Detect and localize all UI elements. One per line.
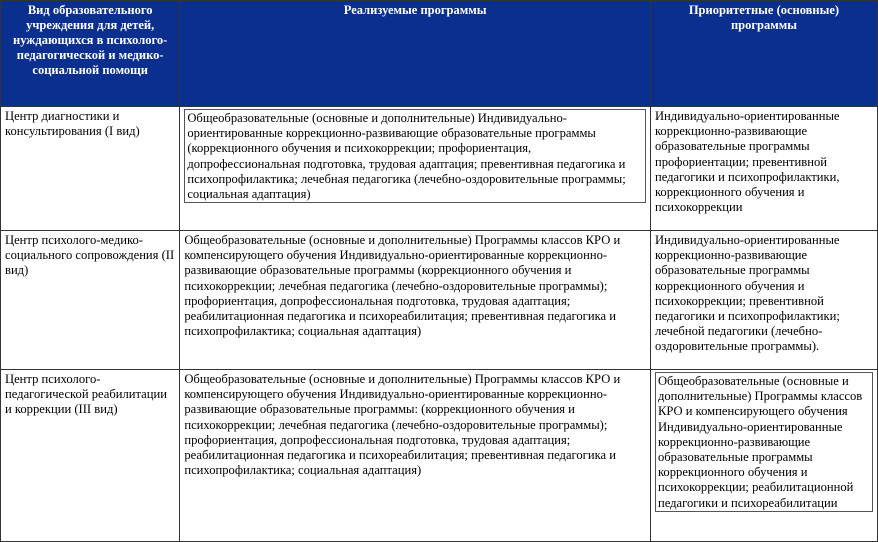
table-row (1, 370, 878, 542)
priority-programs-text: Общеобразовательные (основные и дополнительные) Программы классов КРО и компенсирующего обучения Индивидуально-ориентированные коррекционно-развивающие образовательные программы коррекционного обучения и психокоррекции; реабилитационной педагогики и психореабилитации (655, 372, 873, 512)
header-institution-type: Вид образовательного учреждения для детей, нуждающихся в психолого-педагогической и медико-социальной помощи (1, 1, 180, 107)
institution-type-cell: Центр психолого-медико-социального сопровождения (II вид) (1, 231, 180, 370)
priority-programs-cell (650, 370, 877, 542)
priority-programs-cell: Индивидуально-ориентированные коррекционно-развивающие образовательные программы коррекционного обучения и психокоррекции; превентивной педагогики и психопрофилактики; лечебной педагогики (лечебно-оздоровительные программы). (650, 231, 877, 370)
programs-cell (180, 107, 651, 231)
institution-type-cell: Центр диагностики и консультирования (I вид) (1, 107, 180, 231)
programs-cell: Общеобразовательные (основные и дополнительные) Программы классов КРО и компенсирующего обучения Индивидуально-ориентированные коррекционно-развивающие образовательные программы (коррекционного обучения и психокоррекции; лечебная педагогика (лечебно-оздоровительные программы); профориентация, допрофессиональная подготовка, трудовая адаптация; реабилитационная педагогика и психореабилитация; превентивная педагогика и психопрофилактика; социальная адаптация) (180, 231, 651, 370)
header-programs: Реализуемые программы (180, 1, 651, 107)
table-row (1, 231, 878, 370)
header-priority-programs: Приоритетные (основные) программы (650, 1, 877, 107)
programs-text: Общеобразовательные (основные и дополнительные) Индивидуально-ориентированные коррекционно-развивающие образовательные программы (коррекционного обучения и психокоррекции; профориентация, допрофессиональная подготовка, трудовая адаптация; превентивная педагогика и психопрофилактика; лечебная педагогика (лечебно-оздоровительные программы; социальная адаптация) (184, 109, 646, 203)
priority-programs-cell: Индивидуально-ориентированные коррекционно-развивающие образовательные программы профориентации; превентивной педагогики и психопрофилактики, коррекционного обучения и психокоррекции (650, 107, 877, 231)
table-row (1, 107, 878, 231)
institution-type-cell: Центр психолого-педагогической реабилитации и коррекции (III вид) (1, 370, 180, 542)
programs-cell: Общеобразовательные (основные и дополнительные) Программы классов КРО и компенсирующего обучения Индивидуально-ориентированные коррекционно-развивающие образовательные программы: (коррекционного обучения и психокоррекции; лечебная педагогика (лечебно-оздоровительные программы); профориентация, допрофессиональная подготовка, трудовая адаптация; реабилитационная педагогика и психореабилитация; превентивная педагогика и психопрофилактика; социальная адаптация) (180, 370, 651, 542)
header-row (1, 1, 878, 107)
